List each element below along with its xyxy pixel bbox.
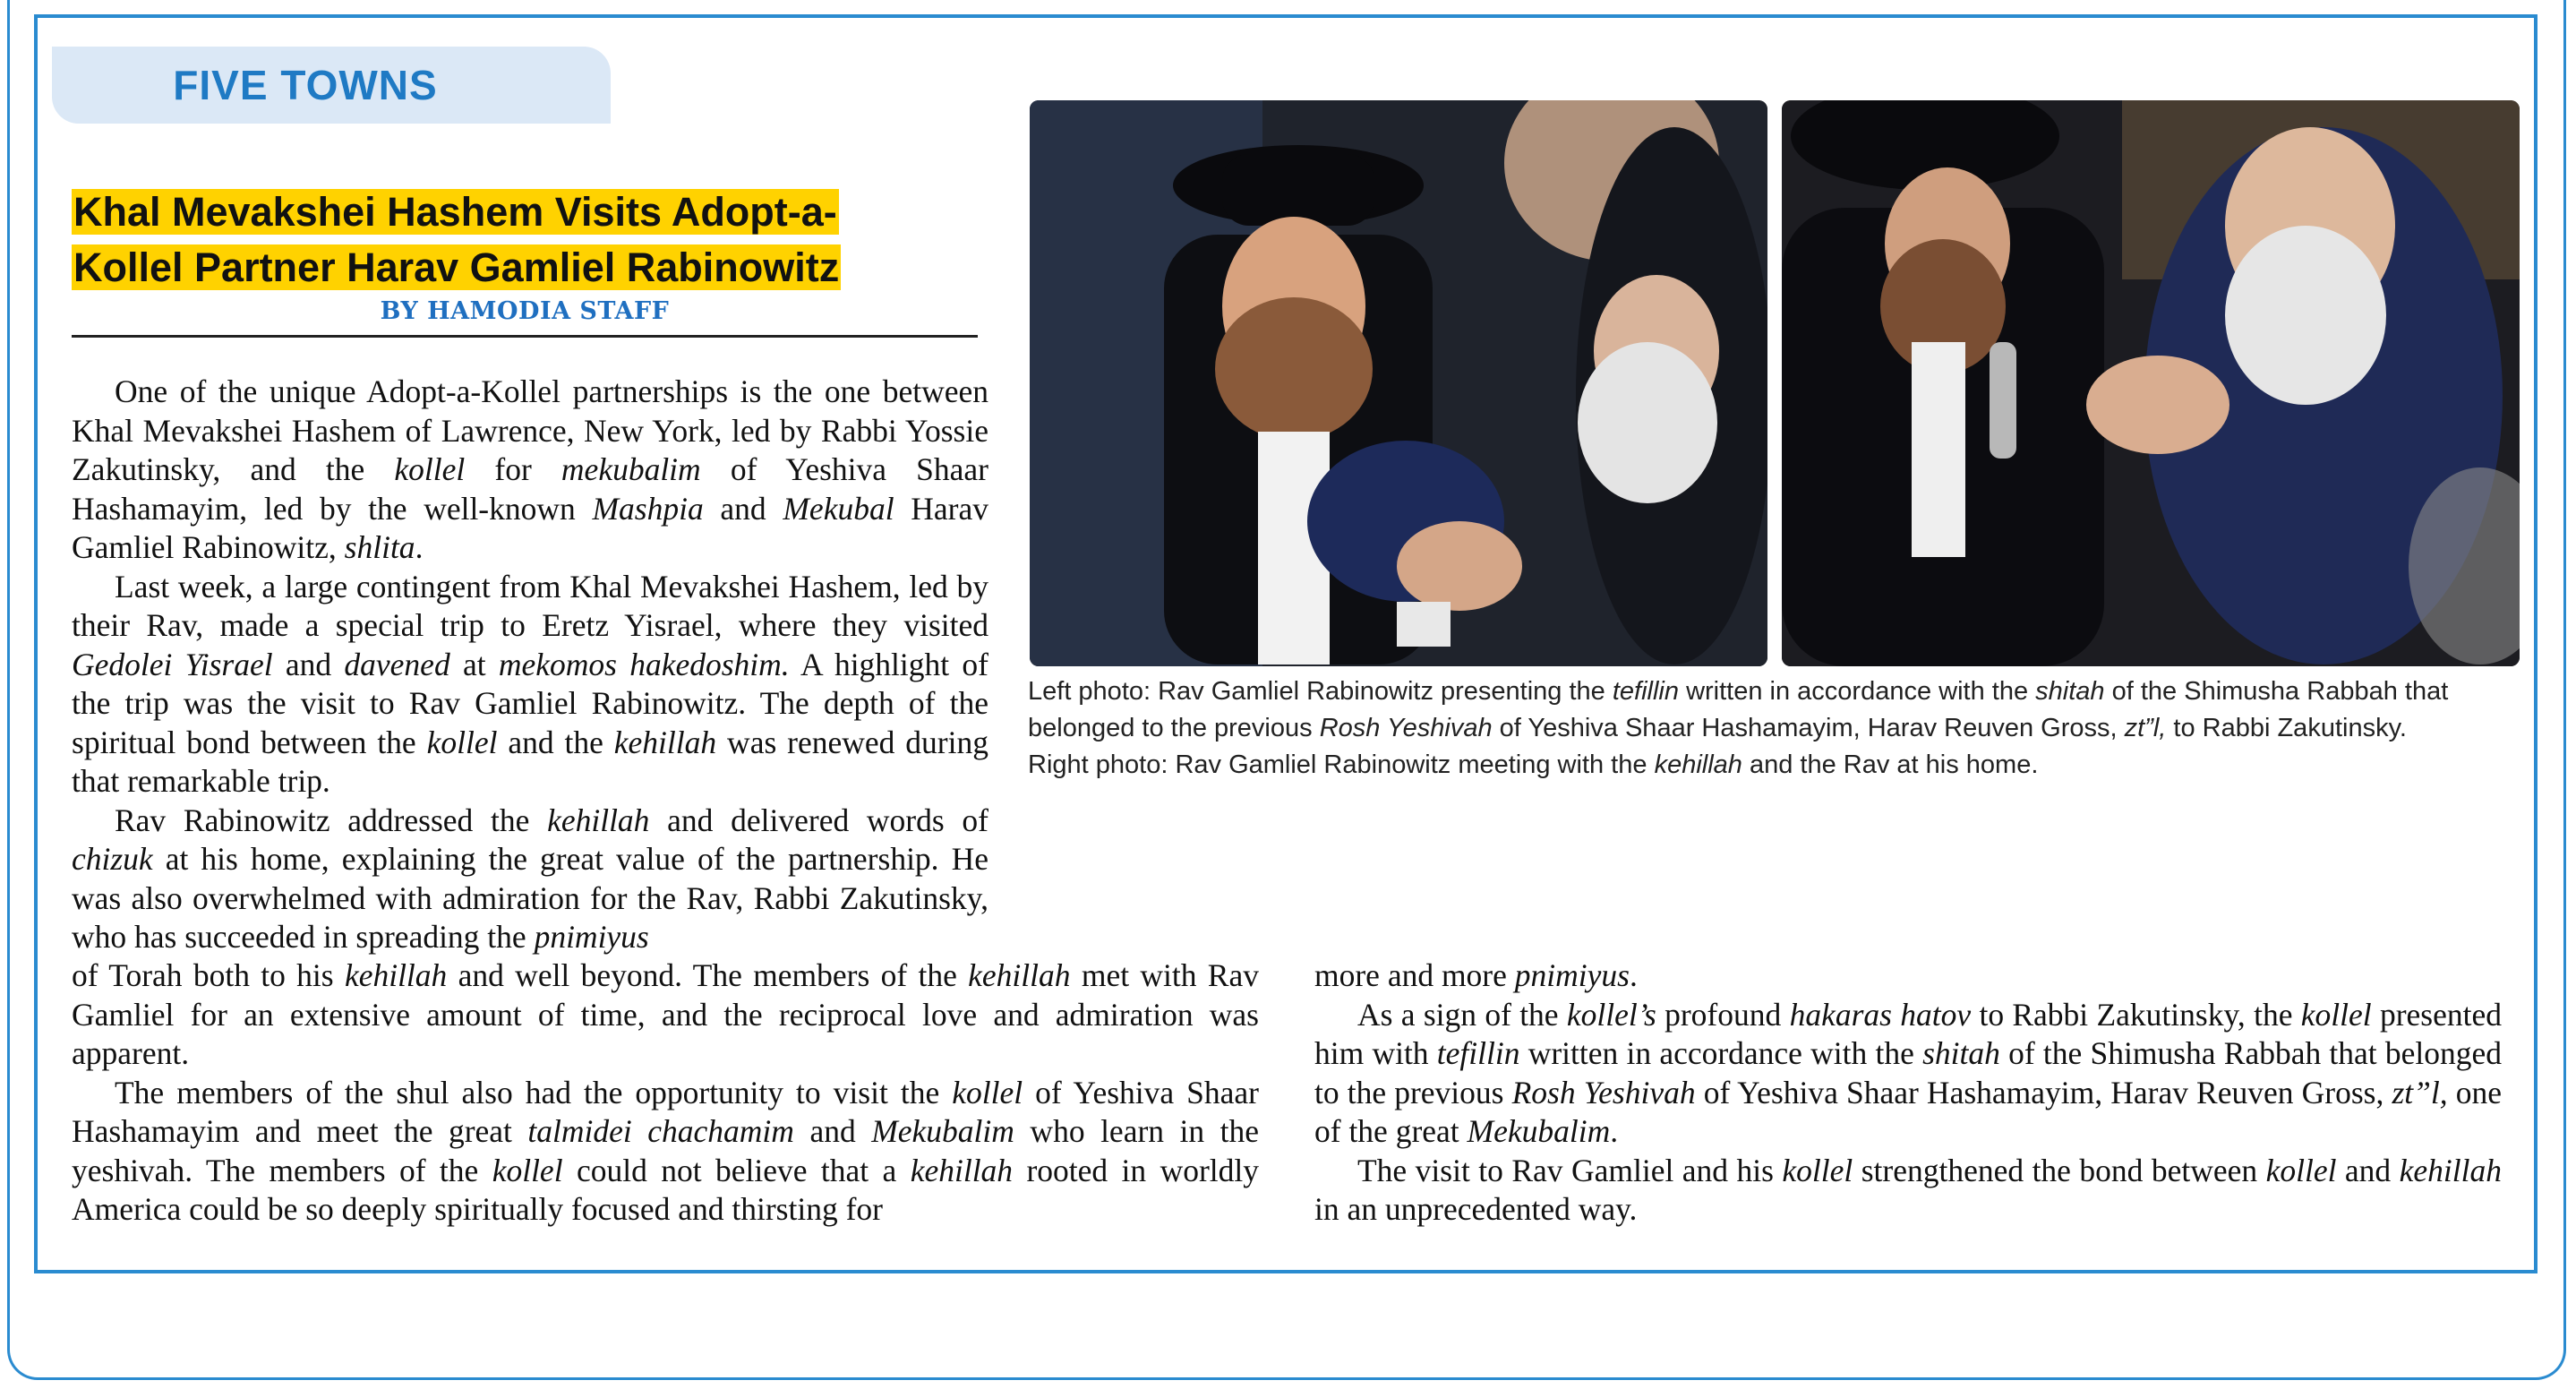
- body-column-right: [1314, 956, 2502, 1230]
- paragraph: Rav Rabinowitz addressed the kehillah and delivered words of chizuk at his home, explaining the great value of the partnership. He was also overwhelmed with admiration for the Rav, Rabbi Zakutinsky, who has succeeded in spreading the pnimiyus: [72, 802, 988, 955]
- paragraph: One of the unique Adopt-a-Kollel partnerships is the one between Khal Mevakshei Hashem of Lawrence, New York, led by Rabbi Yossie Zakutinsky, and the kollel for mekubalim of Yeshiva Shaar Hashamayim, led by the well-known Mashpia and Mekubal Harav Gamliel Rabinowitz, shlita.: [72, 373, 988, 565]
- photo-caption: [1028, 673, 2514, 784]
- article-headline: [72, 184, 985, 296]
- caption-left: Left photo: Rav Gamliel Rabinowitz presenting the tefillin written in accordance with the shitah of the Shimusha Rabbah that belonged to the previous Rosh Yeshivah of Yeshiva Shaar Hashamayim, Harav Reuven Gross, zt”l, to Rabbi Zakutinsky.: [1028, 677, 2449, 742]
- headline-rule: [72, 335, 978, 338]
- headline-line-2: Kollel Partner Harav Gamliel Rabinowitz: [73, 244, 840, 290]
- paragraph: The members of the shul also had the opportunity to visit the kollel of Yeshiva Shaar Hashamayim and meet the great talmidei chachamim and Mekubalim who learn in the yeshivah. The members of the kollel could not believe that a kehillah rooted in worldly America could be so deeply spiritually focused and thirsting for: [72, 1074, 1260, 1227]
- section-label: FIVE TOWNS: [173, 62, 438, 108]
- section-tab: [52, 47, 611, 124]
- left-photo: [1030, 100, 1767, 666]
- body-column-top: [72, 373, 988, 957]
- headline-line-1: Khal Mevakshei Hashem Visits Adopt-a-: [73, 189, 837, 235]
- caption-right: Right photo: Rav Gamliel Rabinowitz meeting with the kehillah and the Rav at his home.: [1028, 750, 2039, 779]
- paragraph: more and more pnimiyus.: [1314, 957, 1638, 993]
- paragraph: of Torah both to his kehillah and well beyond. The members of the kehillah met with Rav Gamliel for an extensive amount of time, and the reciprocal love and admiration was apparent.: [72, 957, 1259, 1071]
- paragraph: The visit to Rav Gamliel and his kollel strengthened the bond between kollel and kehillah in an unprecedented way.: [1314, 1152, 2502, 1227]
- byline: BY HAMODIA STAFF: [380, 297, 670, 325]
- body-column-left: [72, 956, 1259, 1230]
- paragraph: Last week, a large contingent from Khal Mevakshei Hashem, led by their Rav, made a special trip to Eretz Yisrael, where they visited Gedolei Yisrael and davened at mekomos hakedoshim. A highlight of the trip was the visit to Rav Gamliel Rabinowitz. The depth of the spiritual bond between the kollel and the kehillah was renewed during that remarkable trip.: [72, 568, 988, 799]
- right-photo: [1782, 100, 2520, 666]
- paragraph: As a sign of the kollel’s profound hakaras hatov to Rabbi Zakutinsky, the kollel presented him with tefillin written in accordance with the shitah of the Shimusha Rabbah that belonged to the previous Rosh Yeshivah of Yeshiva Shaar Hashamayim, Harav Reuven Gross, zt”l, one of the great Mekubalim.: [1314, 996, 2503, 1149]
